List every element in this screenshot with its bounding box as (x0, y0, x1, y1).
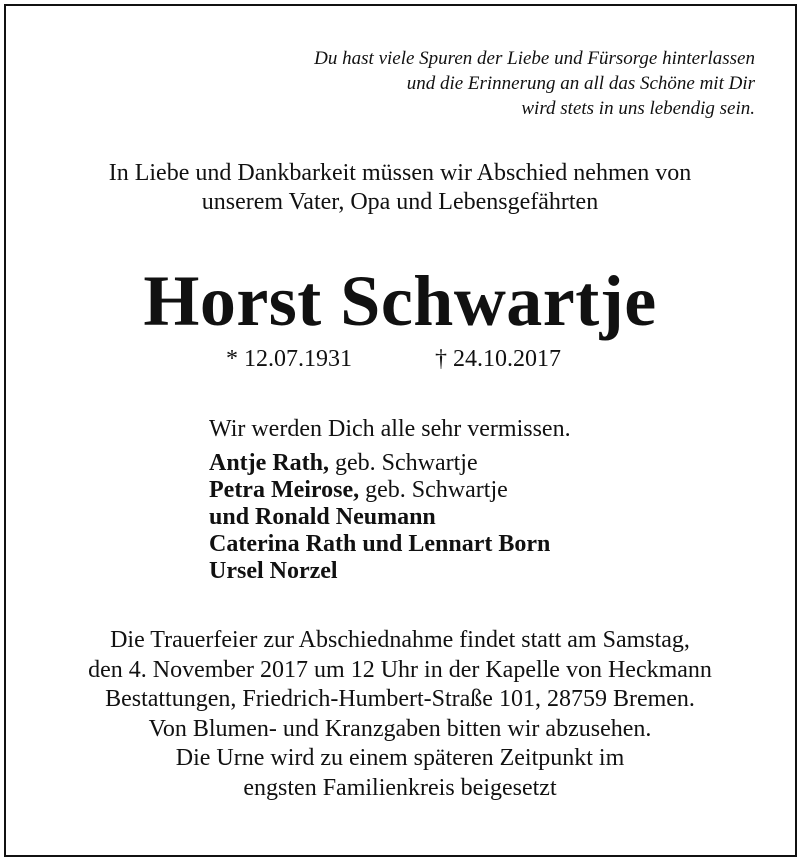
poem-line: wird stets in uns lebendig sein. (521, 98, 755, 119)
family-member (209, 450, 571, 477)
family-member-name: Antje Rath, (209, 450, 329, 476)
poem-line: und die Erinnerung an all das Schöne mit Dir (406, 73, 755, 94)
family-member-note: geb. Schwartje (359, 477, 508, 503)
notice-line: engsten Familienkreis beigesetzt (243, 774, 557, 801)
family-member-name: und Ronald Neumann (209, 504, 436, 530)
family-member-note: geb. Schwartje (329, 450, 478, 476)
family-lead-line: Wir werden Dich alle sehr vermissen. (209, 416, 571, 442)
birth-date: * 12.07.1931 (226, 346, 352, 372)
family-member (209, 504, 571, 531)
intro-line: In Liebe und Dankbarkeit müssen wir Abschied nehmen von (108, 160, 692, 186)
notice-line: Die Trauerfeier zur Abschiednahme findet statt am Samstag, (110, 627, 690, 653)
memorial-poem (314, 46, 755, 121)
farewell-intro (0, 159, 800, 217)
poem-line: Du hast viele Spuren der Liebe und Fürsorge hinterlassen (314, 48, 755, 69)
death-date: † 24.10.2017 (435, 346, 561, 372)
notice-line: Bestattungen, Friedrich-Humbert-Straße 101, 28759 Bremen. (105, 686, 695, 712)
deceased-name: Horst Schwartje (143, 261, 657, 341)
family-member (209, 531, 571, 558)
family-member-name: Petra Meirose, (209, 477, 360, 503)
family-signature (209, 416, 571, 585)
family-member-name: Ursel Norzel (209, 558, 338, 584)
notice-line: den 4. November 2017 um 12 Uhr in der Kapelle von Heckmann (88, 656, 712, 683)
family-member-name: Caterina Rath und Lennart Born (209, 531, 551, 557)
notice-line: Von Blumen- und Kranzgaben bitten wir abzusehen. (148, 715, 652, 742)
family-member (209, 477, 571, 504)
funeral-notice (0, 626, 800, 803)
family-member (209, 558, 571, 585)
intro-line: unserem Vater, Opa und Lebensgefährten (201, 189, 599, 215)
notice-line: Die Urne wird zu einem späteren Zeitpunkt im (175, 745, 625, 771)
